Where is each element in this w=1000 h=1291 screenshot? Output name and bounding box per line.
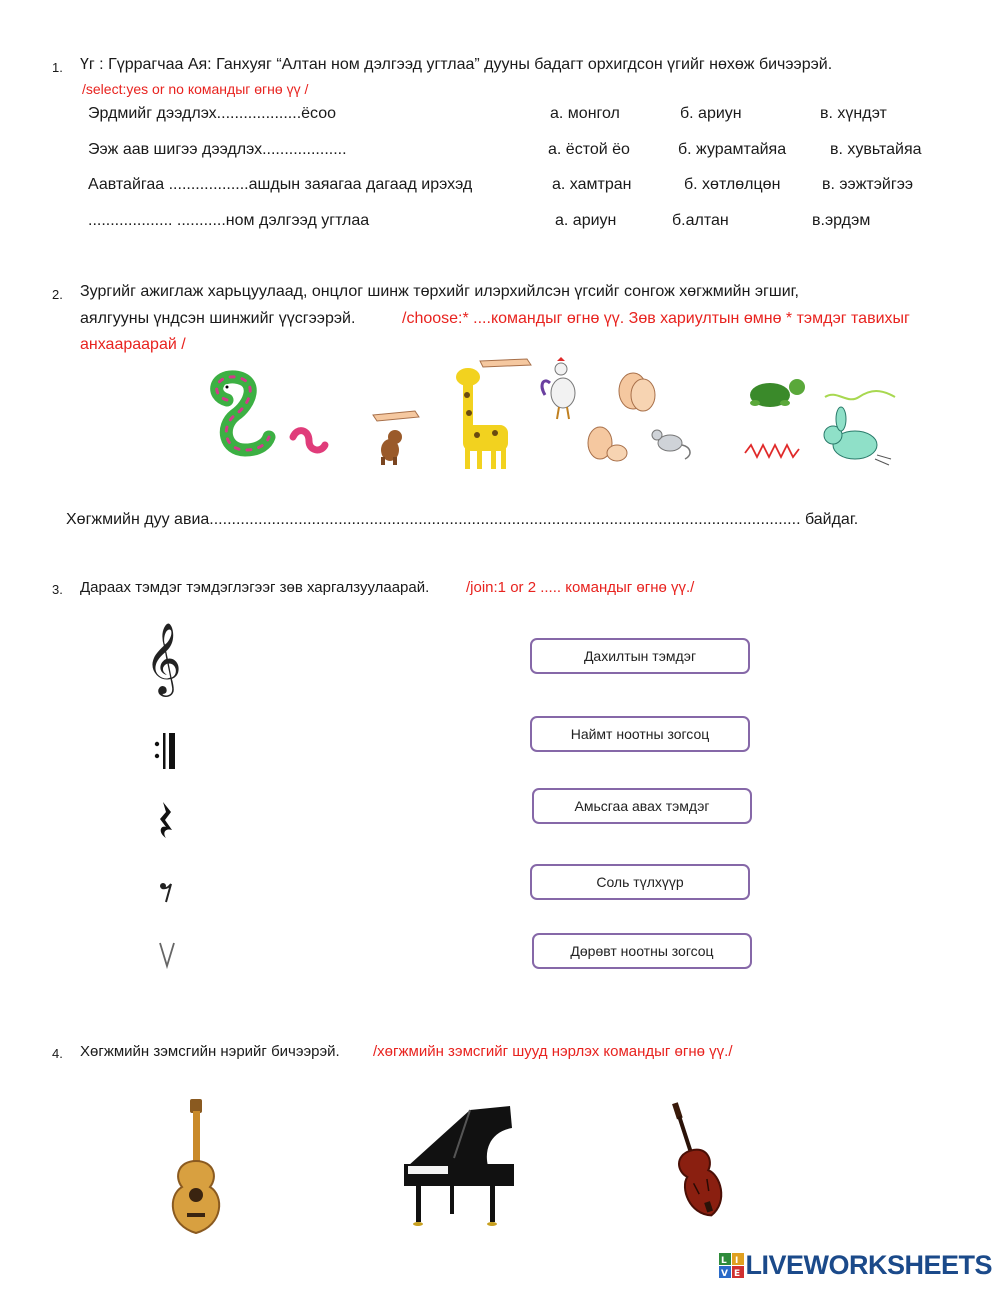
hand-high-icon — [480, 359, 531, 367]
q1-option-c[interactable]: в. хүндэт — [820, 105, 887, 122]
q3-title: Дараах тэмдэг тэмдэглэгээг зөв харгалзуулаарай. — [80, 579, 430, 596]
q1-row-text: Эрдмийг дээдлэх...................ёсоо — [88, 105, 337, 122]
q4-title: Хөгжмийн зэмсгийн нэрийг бичээрэй. — [80, 1043, 340, 1060]
q4-instruction: /хөгжмийн зэмсгийг шууд нэрлэх командыг өгнө үү./ — [373, 1043, 733, 1060]
q3-option-repeat-sign[interactable]: Дахилтын тэмдэг — [530, 638, 750, 674]
q1-option-a[interactable]: а. ариун — [555, 212, 617, 229]
q2-answer-line[interactable]: Хөгжмийн дуу авиа..................................................................................................................................... байдаг. — [66, 511, 859, 528]
q2-number: 2. — [52, 287, 63, 302]
clapping-hands-icon — [619, 373, 655, 411]
q2-instruction-line2: анхаараарай / — [80, 336, 186, 353]
liveworksheets-brand-text: LIVEWORKSHEETS — [745, 1250, 992, 1280]
q3-instruction: /join:1 or 2 ..... командыг өгнө үү./ — [466, 579, 695, 596]
mouse-icon — [652, 430, 690, 459]
q1-option-c[interactable]: в.эрдэм — [812, 212, 871, 229]
q3-option-treble-clef[interactable]: Соль түлхүүр — [530, 864, 750, 900]
q1-row-text: Аавтайгаа ..................ашдын заяагаа дагаад ирэхэд — [88, 176, 473, 193]
slow-wave-icon — [825, 391, 895, 399]
snake-small-icon — [293, 431, 325, 450]
q1-option-a[interactable]: а. монгол — [550, 105, 620, 122]
q2-instruction-line1: /choose:* ....командыг өгнө үү. Зөв хариултын өмнө * тэмдэг тавихыг — [402, 310, 910, 327]
q3-number: 3. — [52, 582, 63, 597]
q2-title-line2: аялгууны үндсэн шинжийг үүсгээрэй. — [80, 310, 356, 327]
q1-option-b[interactable]: б.алтан — [672, 212, 729, 229]
svg-text:V: V — [721, 1268, 729, 1279]
snake-big-icon — [217, 377, 269, 450]
q1-option-b[interactable]: б. ариун — [680, 105, 742, 122]
hand-low-icon — [373, 411, 419, 421]
repeat-sign-icon[interactable] — [152, 730, 182, 772]
svg-text:L: L — [721, 1255, 728, 1266]
q4-number: 4. — [52, 1046, 63, 1061]
svg-text:I: I — [735, 1255, 739, 1266]
q1-option-a[interactable]: а. хамтран — [552, 176, 632, 193]
breath-mark-icon[interactable] — [156, 940, 178, 970]
treble-clef-icon[interactable]: 𝄞 — [145, 621, 182, 694]
rooster-icon — [542, 357, 575, 419]
violin-icon[interactable] — [648, 1098, 743, 1233]
quarter-rest-icon[interactable] — [154, 800, 178, 840]
q1-row-text: ................... ...........ном дэлгээд угтлаа — [88, 212, 370, 229]
q2-title-line1: Зургийг ажиглаж харьцуулаад, онцлог шинж төрхийг илэрхийлсэн үгсийг сонгож хөгжмийн эгшиг, — [80, 283, 799, 300]
giraffe-icon — [456, 368, 508, 469]
q1-option-c[interactable]: в. хувьтайяа — [830, 141, 922, 158]
liveworksheets-logo-mark — [719, 1253, 745, 1279]
hands-gesture-icon — [588, 427, 627, 461]
dog-icon — [381, 430, 402, 465]
eighth-rest-icon[interactable] — [158, 878, 176, 906]
rabbit-icon — [824, 407, 891, 465]
q1-row-text: Ээж аав шигээ дээдлэх................... — [88, 141, 347, 158]
liveworksheets-logo — [719, 1250, 992, 1281]
piano-icon[interactable] — [400, 1098, 518, 1230]
q1-instruction: /select:yes or no командыг өгнө үү / — [82, 81, 309, 97]
q3-option-breath-mark[interactable]: Амьсгаа авах тэмдэг — [532, 788, 752, 824]
q2-illustrations — [205, 355, 905, 475]
q1-option-c[interactable]: в. ээжтэйгээ — [822, 176, 914, 193]
turtle-icon — [750, 379, 805, 407]
q1-number: 1. — [52, 60, 63, 75]
svg-text:E: E — [734, 1268, 741, 1279]
guitar-icon[interactable] — [160, 1095, 235, 1240]
q3-option-eighth-rest[interactable]: Наймт ноотны зогсоц — [530, 716, 750, 752]
q1-option-b[interactable]: б. хөтлөлцөн — [684, 176, 781, 193]
q1-option-b[interactable]: б. журамтайяа — [678, 141, 787, 158]
q3-option-quarter-rest[interactable]: Дөрөвт ноотны зогсоц — [532, 933, 752, 969]
fast-wave-icon — [745, 445, 799, 457]
q1-title: Үг : Гүррагчаа Ая: Ганхуяг “Алтан ном дэлгээд угтлаа” дууны бадагт орхигдсон үгийг нөхөж бичээрэй. — [80, 56, 833, 73]
q1-option-a[interactable]: а. ёстой ёо — [548, 141, 630, 158]
